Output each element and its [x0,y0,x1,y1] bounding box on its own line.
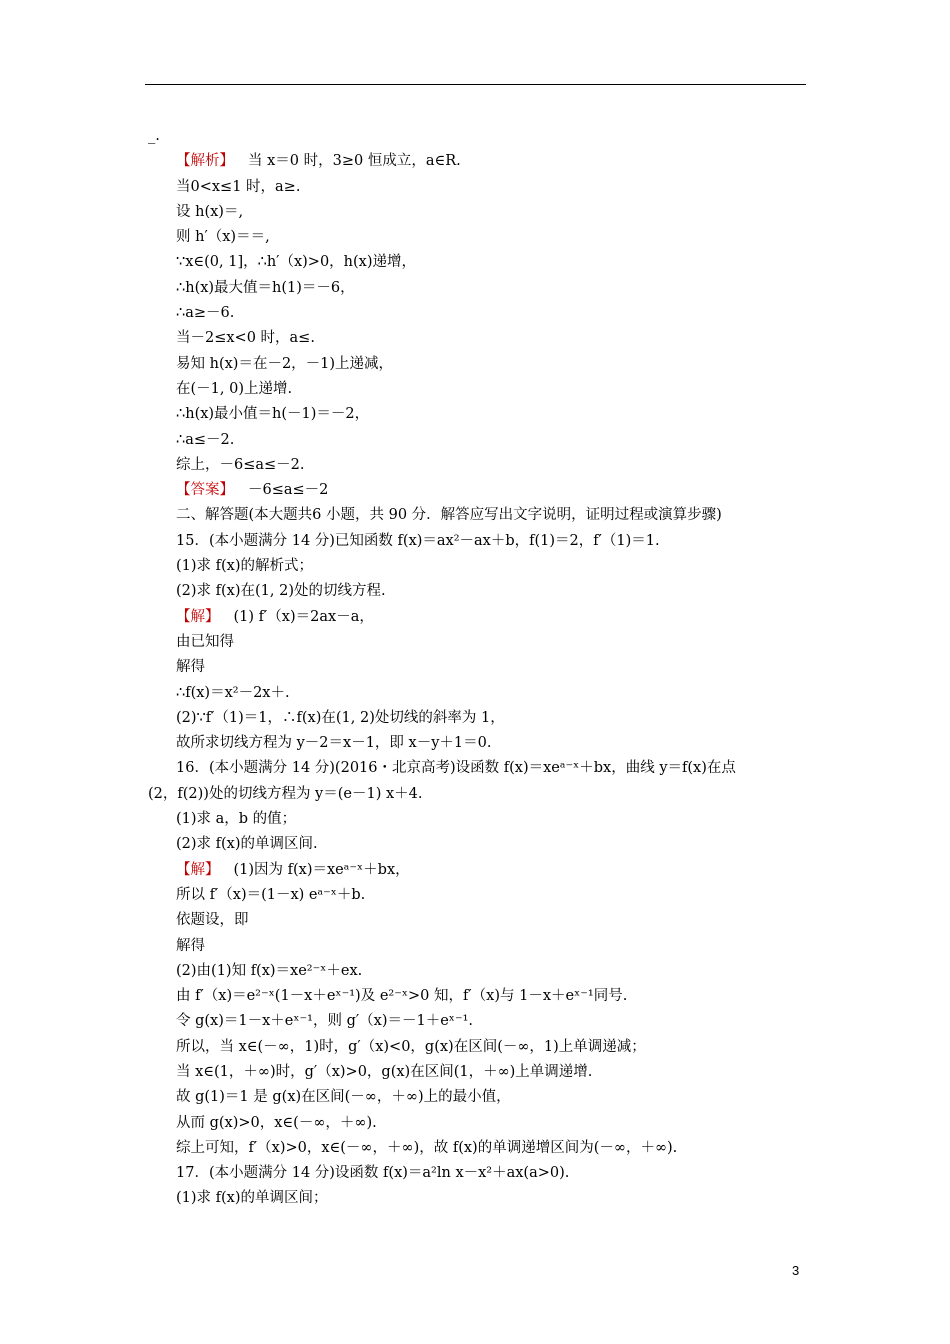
text-line: (2)求 f(x)的单调区间. [176,836,318,853]
text-line: (2)∵f′（1)＝1，∴f(x)在(1, 2)处切线的斜率为 1， [176,709,505,726]
text-line: 设 h(x)＝, [176,203,244,220]
text-line: 当0<x≤1 时，a≥. [176,178,301,195]
text-line: 故 g(1)＝1 是 g(x)在区间(－∞，＋∞)上的最小值， [176,1089,511,1106]
text-line: ∴h(x)最小值＝h(－1)＝－2， [176,406,370,423]
question-15: 15．(本小题满分 14 分)已知函数 f(x)＝ax²－ax＋b，f(1)＝2，f′（1)＝1. [176,532,660,549]
text-line: 【答案】 －6≤a≤－2 [176,482,329,499]
text-line: 综上可知，f′（x)>0，x∈(－∞，＋∞)，故 f(x)的单调递增区间为(－∞，＋∞). [176,1139,678,1156]
text-line: 则 h′（x)＝＝, [176,229,270,246]
text-line: 故所求切线方程为 y－2＝x－1，即 x－y＋1＝0. [176,735,492,752]
text-line: 解得 [176,659,205,676]
text-line: _. [148,128,160,144]
text-line: ∵x∈(0, 1]，∴h′（x)>0，h(x)递增， [176,254,417,271]
analysis-tag: 【解析】 [176,153,234,170]
text-line: 由已知得 [176,633,234,650]
text-line: (2，f(2))处的切线方程为 y＝(e－1) x＋4. [148,785,423,802]
text-line: ∴a≤－2. [176,431,235,448]
text-line: 易知 h(x)＝在－2，－1)上递减， [176,355,394,372]
question-16: 16．(本小题满分 14 分)(2016・北京高考)设函数 f(x)＝xeᵃ⁻ˣ＋bx，曲线 y＝f(x)在点 [176,760,736,777]
text-line: (1)求 f(x)的解析式； [176,558,314,575]
header-rule [145,84,806,85]
text-line: 所以，当 x∈(－∞，1)时，g′（x)<0，g(x)在区间(－∞，1)上单调递减； [176,1038,646,1055]
text-line: 令 g(x)＝1－x＋eˣ⁻¹，则 g′（x)＝－1＋eˣ⁻¹. [176,1013,474,1030]
solution-tag: 【解】 [176,861,220,878]
text-line: 所以 f′（x)＝(1－x) eᵃ⁻ˣ＋b. [176,886,366,903]
section-heading: 二、解答题(本大题共6 小题，共 90 分．解答应写出文字说明，证明过程或演算步骤) [176,507,722,524]
text-line: 从而 g(x)>0，x∈(－∞，＋∞). [176,1114,377,1131]
text-line: (1)求 a，b 的值； [176,811,297,828]
text-line: ∴a≥－6. [176,305,235,322]
question-17: 17．(本小题满分 14 分)设函数 f(x)＝a²ln x－x²＋ax(a>0). [176,1165,570,1182]
text-line: 【解】 (1) f′（x)＝2ax－a， [176,608,374,625]
text-line: 综上，－6≤a≤－2. [176,456,305,473]
text-line: 当－2≤x<0 时，a≤. [176,330,315,347]
text-line: (2)由(1)知 f(x)＝xe²⁻ˣ＋ex. [176,962,363,979]
text-line: (1)求 f(x)的单调区间； [176,1190,328,1207]
text-line: 解得 [176,937,205,954]
text-line: 【解】 (1)因为 f(x)＝xeᵃ⁻ˣ＋bx， [176,861,410,878]
text-line: 由 f′（x)＝e²⁻ˣ(1－x＋eˣ⁻¹)及 e²⁻ˣ>0 知，f′（x)与 1－x＋eˣ⁻¹同号. [176,988,628,1005]
text-line: 在(－1, 0)上递增. [176,380,293,397]
text-line: ∴f(x)＝x²－2x＋. [176,684,290,701]
text-line: 【解析】 当 x＝0 时，3≥0 恒成立，a∈R. [176,153,461,170]
text-line: 依题设，即 [176,912,249,929]
text-line: ∴h(x)最大值＝h(1)＝－6， [176,279,355,296]
text-line: (2)求 f(x)在(1, 2)处的切线方程. [176,583,386,600]
document-body [148,124,808,1212]
text-line: 当 x∈(1，＋∞)时，g′（x)>0，g(x)在区间(1，＋∞)上单调递增. [176,1063,593,1080]
page-number: 3 [792,1263,800,1278]
solution-tag: 【解】 [176,608,220,625]
answer-tag: 【答案】 [176,482,234,499]
